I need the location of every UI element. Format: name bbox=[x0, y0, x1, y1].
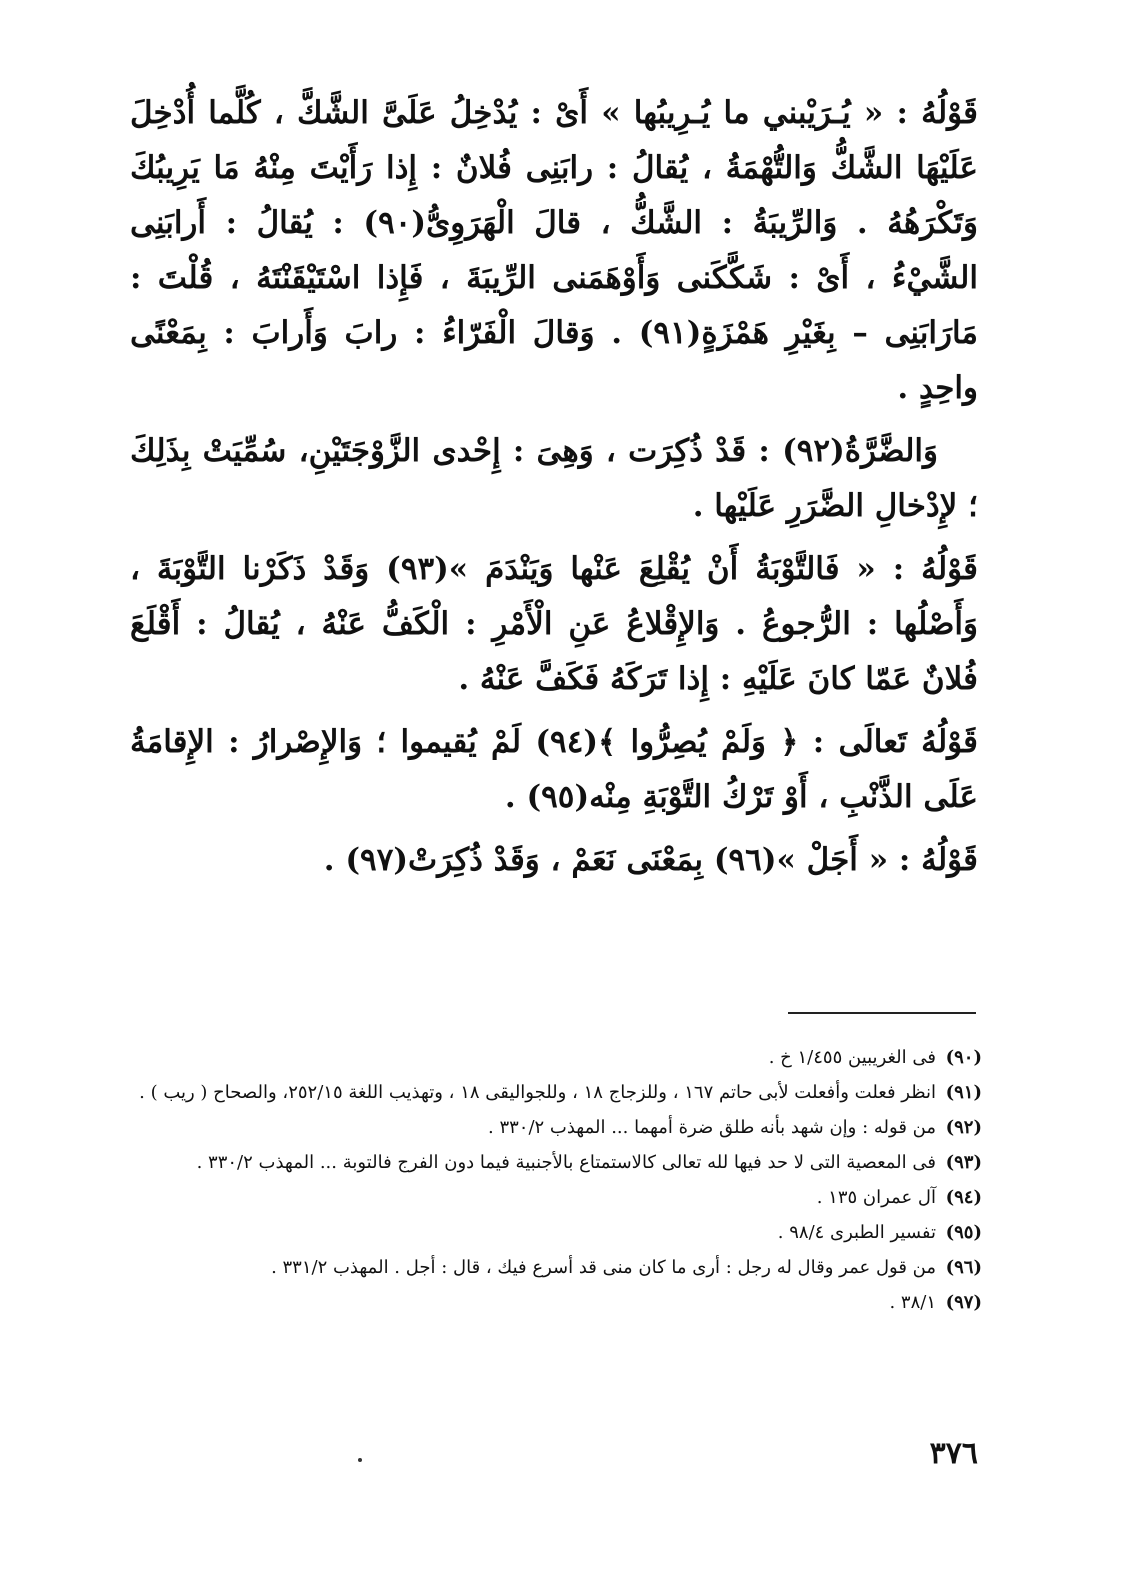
paragraph-addarra: وَالضَّرَّةُ(٩٢) : قَدْ ذُكِرَت ، وَهِىَ : إِحْدى الزَّوْجَتَيْنِ، سُمِّيَتْ بِذَلِكَ ؛ لإِدْخالِ الضَّرَرِ عَلَيْها . bbox=[130, 433, 978, 524]
footnote-item bbox=[120, 1147, 982, 1178]
footnote-number: (٩١) bbox=[945, 1082, 982, 1103]
footnote-text: تفسير الطبرى ٩٨/٤ . bbox=[777, 1222, 936, 1243]
footnote-text: فى الغريبين ١/٤٥٥ خ . bbox=[768, 1047, 936, 1068]
footnote-separator-rule bbox=[788, 1012, 976, 1014]
footnote-number: (٩٢) bbox=[945, 1117, 982, 1138]
footnote-text: من قوله : وإن شهد بأنه طلق ضرة أمهما ... المهذب ٣٣٠/٢ . bbox=[487, 1117, 936, 1138]
footnote-item bbox=[120, 1112, 982, 1143]
footnote-number: (٩٣) bbox=[945, 1152, 982, 1173]
footnote-number: (٩٥) bbox=[945, 1222, 982, 1243]
footnote-item bbox=[120, 1252, 982, 1283]
footnote-text: ٣٨/١ . bbox=[889, 1292, 936, 1313]
footnote-text: فى المعصية التى لا حد فيها لله تعالى كالاستمتاع بالأجنبية فيما دون الفرج فالتوبة ... المهذب ٣٣٠/٢ . bbox=[196, 1152, 936, 1173]
footnote-item bbox=[120, 1217, 982, 1248]
footnote-number: (٩٤) bbox=[945, 1187, 982, 1208]
footnote-number: (٩٦) bbox=[945, 1257, 982, 1278]
footnote-item bbox=[120, 1077, 982, 1108]
paragraph-ajal: قَوْلُهُ : « أَجَلْ »(٩٦) بِمَعْنَى نَعَمْ ، وَقَدْ ذُكِرَتْ(٩٧) . bbox=[323, 842, 978, 878]
main-text-body bbox=[130, 86, 978, 896]
paragraph-yuribuni: قَوْلُهُ : « يُـرَيْبني ما يُـرِيبُها » أَىْ : يُدْخِلُ عَلَىَّ الشَّكَّ ، كُلَّما أُدْخِلَ عَلَيْهَا الشَّكُّ وَالتُّهْمَةُ ، يُقالُ : رابَنِى فُلانٌ : إِذا رَأَيْتَ مِنْهُ مَا يَرِيبُكَ وَتَكْرَهُهُ . وَالرِّيبَةُ : الشَّكُّ ، قالَ الْهَرَوِىُّ(٩٠) : يُقالُ : أَرابَنِى الشَّيْءُ ، أَىْ : شَكَّكَنى وَأَوْهَمَنى الرِّيبَةَ ، فَإِذا اسْتَيْقَنْتَهُ ، قُلْتَ : مَارَابَنِى – بِغَيْرِ هَمْزَةٍ(٩١) . وَقالَ الْفَرّاءُ : رابَ وَأَرابَ : بِمَعْنًى واحِدٍ . bbox=[130, 95, 978, 406]
footnote-item bbox=[120, 1182, 982, 1213]
footnote-text: من قول عمر وقال له رجل : أرى ما كان منى قد أسرع فيك ، قال : أجل . المهذب ٣٣١/٢ . bbox=[271, 1257, 936, 1278]
footnote-number: (٩٧) bbox=[945, 1292, 982, 1313]
scan-speck bbox=[358, 1458, 362, 1462]
footnote-item bbox=[120, 1287, 982, 1318]
footnotes-section bbox=[120, 1042, 982, 1322]
footnote-text: آل عمران ١٣٥ . bbox=[816, 1187, 936, 1208]
footnote-number: (٩٠) bbox=[945, 1047, 982, 1068]
paragraph-attawba: قَوْلُهُ : « فَالتَّوْبَةُ أَنْ يُقْلِعَ عَنْها وَيَنْدَمَ »(٩٣) وَقَدْ ذَكَرْنا التَّوْبَةَ ، وَأَصْلُها : الرُّجوعُ . وَالإِقْلاعُ عَنِ الْأَمْرِ : الْكَفُّ عَنْهُ ، يُقالُ : أَقْلَعَ فُلانٌ عَمّا كانَ عَلَيْهِ : إِذا تَرَكَهُ فَكَفَّ عَنْهُ . bbox=[130, 551, 978, 697]
page-number: ٣٧٦ bbox=[929, 1436, 978, 1471]
footnote-text: انظر فعلت وأفعلت لأبى حاتم ١٦٧ ، وللزجاج ١٨ ، وللجواليقى ١٨ ، وتهذيب اللغة ٢٥٢/١٥، والصحاح ( ريب ) . bbox=[139, 1082, 936, 1103]
paragraph-lam-yusirru: قَوْلُهُ تَعالَى : ﴿ وَلَمْ يُصِرُّوا ﴾(٩٤) لَمْ يُقيموا ؛ وَالإِصْرارُ : الإِقامَةُ عَلَى الذَّنْبِ ، أَوْ تَرْكُ التَّوْبَةِ مِنْه(٩٥) . bbox=[130, 724, 978, 815]
footnote-item bbox=[120, 1042, 982, 1073]
